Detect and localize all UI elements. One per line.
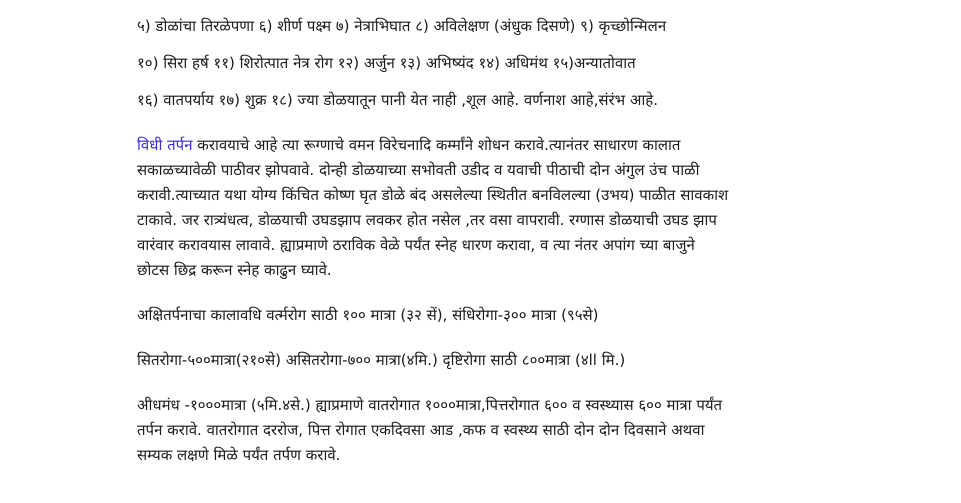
procedure-line-1 (137, 133, 857, 158)
disease-list-line-1: ५) डोळांचा तिरळेपणा ६) शीर्ण पक्ष्म ७) नेत्राभिघात ८) अविलेक्षण (अंधुक दिसणे) ९) कृच्छोन्मिलन (137, 17, 667, 35)
procedure-line-1-text: करावयाचे आहे त्या रूग्णाचे वमन विरेचनादि कर्म्मांने शोधन करावे.त्यानंतर साधारण कालात (192, 136, 681, 154)
dosage-line: सितरोगा-५००मात्रा(२१०से) असितरोगा-७०० मात्रा(४मि.) दृष्टिरोगा साठी ८००मात्रा (४ll मि.) (137, 351, 626, 369)
final-line-2: तर्पन करावे. वातरोगात दररोज, पित्त रोगात एकदिवसा आड ,कफ व स्वस्थ्य साठी दोन दोन दिवसाने अथवा (137, 421, 705, 439)
procedure-line-6: छोटस छिद्र करून स्नेह काढुन घ्यावे. (137, 261, 332, 279)
final-paragraph (137, 393, 857, 468)
procedure-paragraph (137, 133, 857, 283)
final-line-3: सम्यक लक्षणे मिळे पर्यंत तर्पण करावे. (137, 446, 341, 464)
disease-list-line-2: १०) सिरा हर्ष ११) शिरोत्पात नेत्र रोग १२) अर्जुन १३) अभिष्यंद १४) अधिमंथ १५)अन्यातोवात (137, 54, 636, 72)
disease-list-line-3: १६) वातपर्याय १७) शुक्र १८) ज्या डोळयातून पानी येत नाही ,शूल आहे. वर्णनाश आहे,संरंभ आहे. (137, 91, 659, 109)
procedure-line-4: टाकावे. जर रात्र्यंधत्व, डोळयाची उघडझाप लवकर होत नसेल ,तर वसा वापरावी. रग्णास डोळयाची उघड झाप (137, 211, 717, 229)
duration-line: अक्षितर्पनाचा कालावधि वर्त्मरोग साठी १०० मात्रा (३२ सें), संधिरोगा-३०० मात्रा (९५से) (137, 306, 599, 324)
procedure-line-3: करावी.त्याच्यात यथा योग्य किंचित कोष्ण घृत डोळे बंद असलेल्या स्थितीत बनविलल्या (उभय) पाळीत सावकाश (137, 186, 729, 204)
procedure-line-5: वारंवार करावयास लावावे. ह्याप्रमाणे ठराविक वेळे पर्यंत स्नेह धारण करावा, व त्या नंतर अपांग च्या बाजुने (137, 236, 695, 254)
document-body (137, 14, 857, 468)
final-line-1: अीधमंध -१०००मात्रा (५मि.४से.) ह्याप्रमाणे वातरोगात १०००मात्रा,पित्तरोगात ६०० व स्वस्थ्यास ६०० मात्रा पर्यंत (137, 396, 723, 414)
procedure-line-2: सकाळच्यावेळी पाठीवर झोपवावे. दोन्ही डोळयाच्या सभोवती उडीद व यवाची पीठाची दोन अंगुल उंच पाळी (137, 161, 700, 179)
procedure-heading-vidhi: विधी (137, 136, 163, 154)
procedure-heading-tarpan: तर्पन (167, 136, 193, 154)
